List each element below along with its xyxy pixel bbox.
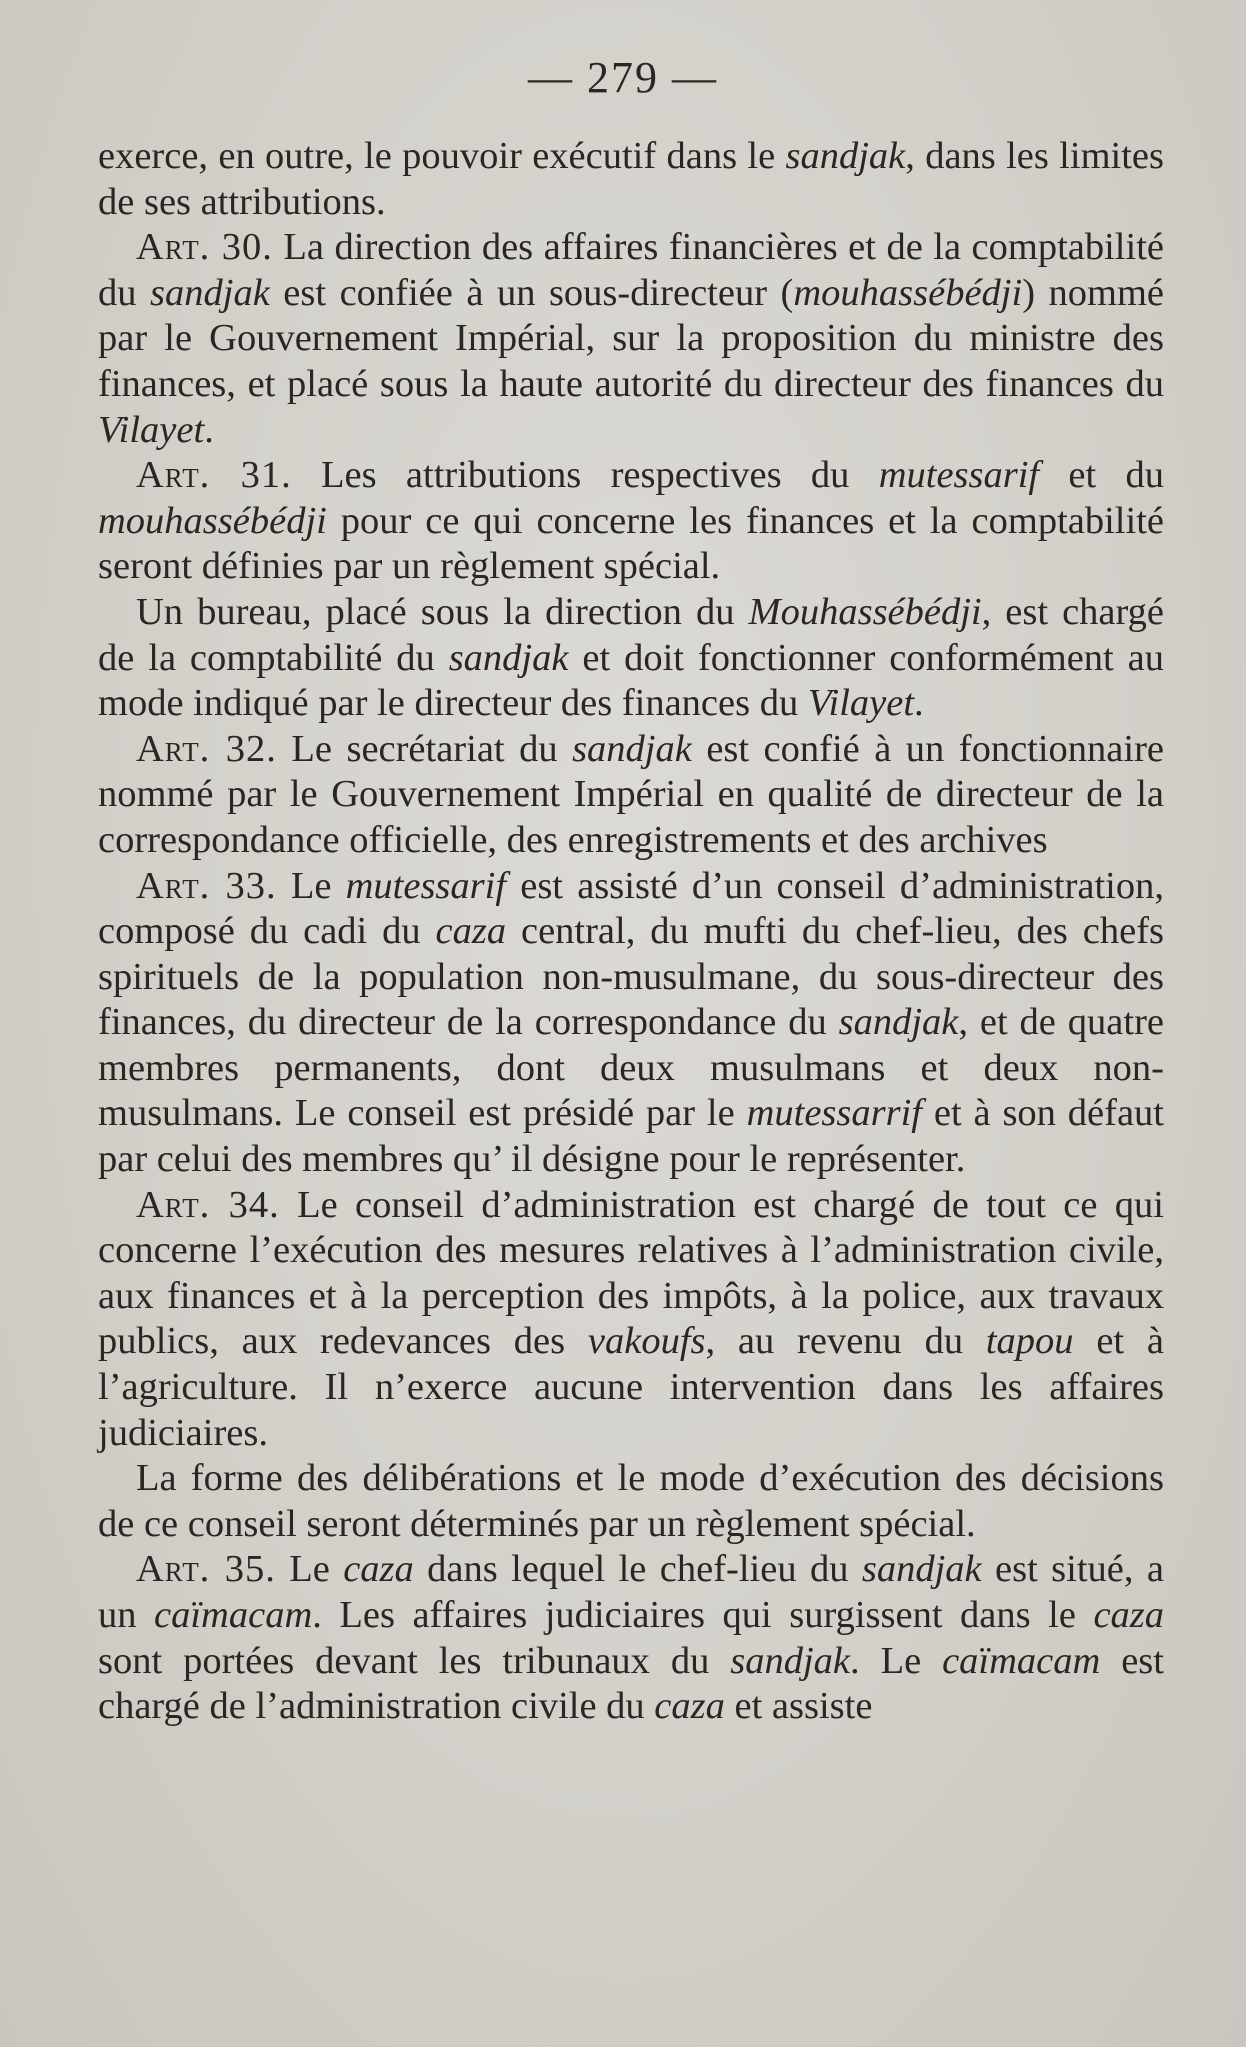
text-run: est confié à un fonctionnaire nommé par le Gouvernement Impérial en qualité de directeur de la correspondance officielle, des enregistrements et des archives — [98, 727, 1164, 861]
italic-term: vakoufs — [587, 1320, 706, 1363]
text-run: . Les affaires judiciaires qui surgissent dans le — [312, 1594, 1094, 1636]
article-label: Art. 32. — [136, 727, 277, 770]
italic-term: caïmacam — [154, 1594, 313, 1636]
text-run: Les attributions respectives du — [291, 454, 879, 497]
italic-term: sandjak — [730, 1639, 851, 1682]
italic-term: caza — [654, 1685, 725, 1728]
text-run: et à son défaut par celui des membres qu’ il désigne pour le représenter. — [98, 1092, 1164, 1181]
text-run: sont portées devant les tribunaux du — [98, 1639, 731, 1682]
text-run: , dans les limites de ses attributions. — [98, 135, 1164, 223]
text-run: est situé, a un — [98, 1548, 1164, 1636]
italic-term: sandjak — [150, 271, 270, 314]
italic-term: mutessarif — [345, 864, 507, 907]
italic-term: Vilayet — [98, 408, 205, 451]
paragraph — [98, 1456, 1164, 1547]
text-run: Le — [275, 1548, 344, 1591]
text-run: central, du mufti du chef-lieu, des chefs spirituels de la population non-musulmane, du sous-directeur des finances, du directeur de la correspondance du — [98, 910, 1164, 1044]
text-run: et doit fonctionner conformément au mode indiqué par le directeur des finances du — [98, 636, 1164, 725]
text-run: pour ce qui concerne les finances et la comptabilité seront définies par un règlement spécial. — [98, 499, 1164, 588]
italic-term: Mouhassébédji — [748, 590, 982, 633]
text-run: . Le — [850, 1639, 943, 1682]
italic-term: caza — [343, 1548, 414, 1591]
article-34 — [98, 1183, 1164, 1457]
text-run: ) nommé par le Gouvernement Impérial, sur la proposition du ministre des finances, et placé sous la haute autorité du directeur des finances du — [98, 271, 1165, 405]
article-31 — [98, 453, 1164, 590]
text-run: est chargé de l’administration civile du — [98, 1639, 1164, 1728]
text-run: Le secrétariat du — [276, 727, 573, 770]
article-label: Art. 31. — [136, 454, 292, 497]
text-run: et assiste — [724, 1685, 873, 1728]
article-label: Art. 35. — [136, 1548, 276, 1591]
italic-term: sandjak — [838, 1001, 959, 1044]
text-run: , au revenu du — [705, 1320, 986, 1363]
italic-term: caza — [1093, 1594, 1165, 1636]
paragraph — [98, 590, 1164, 727]
text-run: , est chargé de la comptabilité du — [98, 590, 1164, 679]
text-run: et du — [1039, 454, 1164, 497]
italic-term: sandjak — [785, 135, 906, 177]
text-run: Un bureau, placé sous la direction du — [136, 590, 749, 633]
text-run: Le conseil d’administration est chargé de tout ce qui concerne l’exécution des mesures relatives à l’administration civile, aux finances et à la perception des impôts, à la police, aux travaux publics, aux redevances des — [98, 1183, 1164, 1363]
article-30 — [98, 225, 1164, 453]
text-run: La forme des délibérations et le mode d’exécution des décisions de ce conseil seront déterminés par un règlement spécial. — [98, 1457, 1164, 1545]
italic-term: mutessarrif — [746, 1092, 922, 1135]
text-run: et à l’agriculture. Il n’exerce aucune intervention dans les affaires judiciaires. — [98, 1320, 1165, 1454]
article-33 — [98, 864, 1164, 1183]
article-35 — [98, 1547, 1164, 1729]
text-run: exerce, en outre, le pouvoir exécutif dans le — [98, 135, 786, 177]
text-run: . — [914, 682, 924, 725]
text-run: , et de quatre membres permanents, dont deux musulmans et deux non-musulmans. Le conseil est présidé par le — [98, 1001, 1164, 1135]
page-number: — 279 — — [528, 53, 718, 102]
italic-term: caza — [435, 910, 507, 953]
text-run: est assisté d’un conseil d’administration, composé du cadi du — [98, 864, 1164, 953]
italic-term: Vilayet — [807, 682, 915, 725]
article-label: Art. 30. — [136, 226, 273, 269]
italic-term: caïmacam — [942, 1639, 1101, 1682]
italic-term: mutessarif — [878, 454, 1040, 497]
text-run: Le — [276, 864, 346, 907]
italic-term: sandjak — [448, 636, 569, 679]
italic-term: sandjak — [572, 727, 692, 770]
article-label: Art. 33. — [136, 864, 277, 907]
italic-term: mouhassébédji — [98, 499, 327, 542]
article-32 — [98, 727, 1164, 864]
text-run: dans lequel le chef-lieu du — [413, 1548, 862, 1591]
italic-term: sandjak — [861, 1548, 982, 1591]
italic-term: mouhassébédji — [793, 271, 1023, 314]
paragraph — [98, 134, 1164, 225]
text-run: est confiée à un sous-directeur ( — [269, 271, 794, 314]
article-label: Art. 34. — [136, 1183, 280, 1226]
italic-term: tapou — [985, 1320, 1074, 1363]
text-run: . — [204, 408, 214, 451]
text-run: La direction des affaires financières et de la comptabilité du — [98, 226, 1164, 314]
page-body — [98, 134, 1164, 1730]
